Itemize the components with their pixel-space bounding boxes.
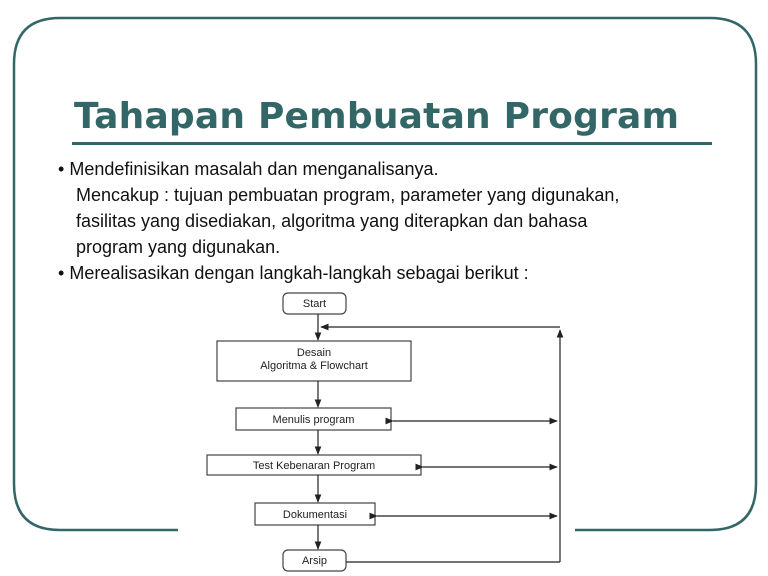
flow-label-test: Test Kebenaran Program xyxy=(252,460,376,472)
bullet-marker: • xyxy=(58,159,65,179)
flow-label-menulis: Menulis program xyxy=(272,414,355,426)
flow-label-desain-line2: Algoritma & Flowchart xyxy=(260,360,368,372)
bullet-text: Merealisasikan dengan langkah-langkah sebagai berikut : xyxy=(69,263,529,283)
bullet-text: Mendefinisikan masalah dan menganalisanya. xyxy=(69,159,439,179)
bullet-continuation: fasilitas yang disediakan, algoritma yang diterapkan dan bahasa xyxy=(76,211,588,231)
slide-title: Tahapan Pembuatan Program xyxy=(74,96,680,137)
bullet-marker: • xyxy=(58,263,65,283)
flow-label-dokumentasi: Dokumentasi xyxy=(282,509,348,521)
flow-label-start: Start xyxy=(302,298,327,310)
bullet-continuation: Mencakup : tujuan pembuatan program, parameter yang digunakan, xyxy=(76,185,620,205)
bullet-continuation: program yang digunakan. xyxy=(76,237,281,257)
flow-label-arsip: Arsip xyxy=(301,555,328,567)
flow-label-desain-line1: Desain xyxy=(296,347,332,359)
